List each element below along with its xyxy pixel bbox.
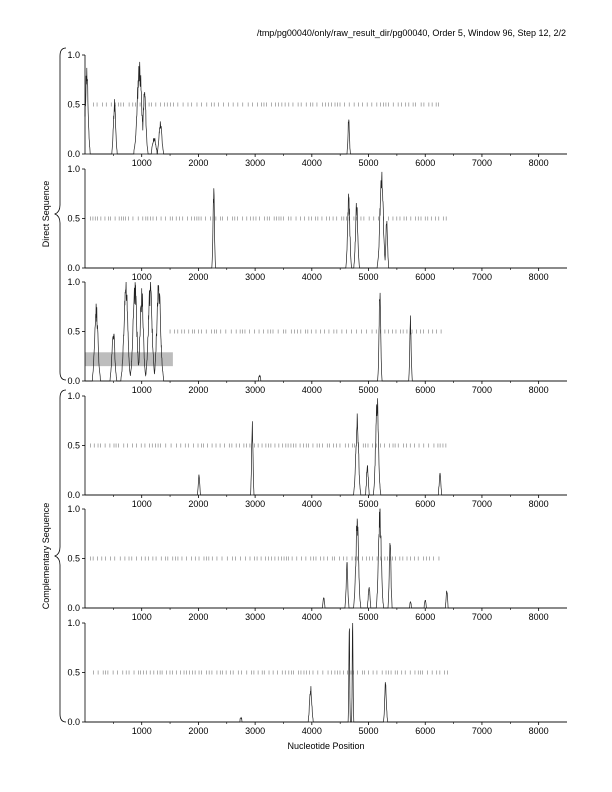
x-tick-label: 7000 [471,385,492,395]
x-tick-label: 7000 [471,612,492,622]
series-line [85,62,567,154]
x-tick-label: 6000 [415,272,436,282]
x-tick-label: 1000 [131,499,152,509]
x-tick-label: 2000 [188,158,209,168]
panel-4 [67,391,567,509]
page-title: /tmp/pg00040/only/raw_result_dir/pg00040, Order 5, Window 96, Step 12, 2/2 [256,28,566,38]
panel-3 [67,277,567,395]
series-line [85,509,567,608]
y-tick-label: 1.0 [67,164,80,174]
x-axis-title: Nucleotide Position [287,741,365,751]
x-tick-label: 4000 [301,272,322,282]
x-tick-label: 6000 [415,158,436,168]
x-tick-label: 4000 [301,499,322,509]
panel-2 [67,164,567,282]
x-tick-label: 6000 [415,726,436,736]
x-tick-label: 6000 [415,385,436,395]
threshold-marks [91,444,446,448]
x-tick-label: 7000 [471,158,492,168]
y-tick-label: 0.5 [67,99,80,110]
x-tick-label: 3000 [245,612,266,622]
threshold-marks [91,217,447,221]
threshold-marks [94,671,448,675]
x-tick-label: 5000 [358,158,379,168]
panel-6 [67,618,567,736]
y-tick-label: 1.0 [67,504,80,514]
y-tick-label: 0.5 [67,213,80,224]
series-line [85,172,567,268]
y-tick-label: 0.5 [67,326,80,337]
x-tick-label: 1000 [131,612,152,622]
x-tick-label: 1000 [131,385,152,395]
x-tick-label: 7000 [471,726,492,736]
y-tick-label: 0.0 [67,490,80,500]
threshold-marks [170,330,441,334]
x-tick-label: 1000 [131,726,152,736]
y-tick-label: 0.5 [67,667,80,678]
x-tick-label: 6000 [415,499,436,509]
x-tick-label: 3000 [245,158,266,168]
y-tick-label: 0.0 [67,263,80,273]
x-tick-label: 1000 [131,272,152,282]
chart-panels [67,50,567,736]
y-tick-label: 1.0 [67,618,80,628]
panel-1 [67,50,567,168]
direct-sequence-label: Direct Sequence [41,180,51,248]
x-tick-label: 8000 [528,158,549,168]
x-tick-label: 5000 [358,499,379,509]
complementary-sequence-brace [55,390,66,722]
y-tick-label: 0.5 [67,553,80,564]
y-tick-label: 1.0 [67,277,80,287]
x-tick-label: 2000 [188,726,209,736]
x-tick-label: 8000 [528,385,549,395]
complementary-sequence-label: Complementary Sequence [41,502,51,610]
x-tick-label: 8000 [528,499,549,509]
x-tick-label: 8000 [528,272,549,282]
y-tick-label: 0.0 [67,717,80,727]
y-tick-label: 0.0 [67,376,80,386]
direct-sequence-brace [55,48,66,380]
y-tick-label: 1.0 [67,391,80,401]
x-tick-label: 4000 [301,158,322,168]
x-tick-label: 3000 [245,726,266,736]
x-tick-label: 2000 [188,385,209,395]
x-tick-label: 8000 [528,612,549,622]
x-tick-label: 4000 [301,612,322,622]
x-tick-label: 2000 [188,272,209,282]
series-line [85,398,567,495]
x-tick-label: 2000 [188,612,209,622]
x-tick-label: 8000 [528,726,549,736]
y-tick-label: 0.0 [67,603,80,613]
x-tick-label: 2000 [188,499,209,509]
y-tick-label: 1.0 [67,50,80,60]
x-tick-label: 5000 [358,385,379,395]
threshold-marks [91,557,439,561]
x-tick-label: 4000 [301,385,322,395]
x-tick-label: 5000 [358,272,379,282]
x-tick-label: 4000 [301,726,322,736]
x-tick-label: 6000 [415,612,436,622]
x-tick-label: 3000 [245,499,266,509]
x-tick-label: 1000 [131,158,152,168]
x-tick-label: 3000 [245,385,266,395]
y-tick-label: 0.5 [67,440,80,451]
x-tick-label: 5000 [358,726,379,736]
y-tick-label: 0.0 [67,149,80,159]
x-tick-label: 7000 [471,499,492,509]
panel-5 [67,504,567,622]
x-tick-label: 7000 [471,272,492,282]
x-tick-label: 3000 [245,272,266,282]
x-tick-label: 5000 [358,612,379,622]
